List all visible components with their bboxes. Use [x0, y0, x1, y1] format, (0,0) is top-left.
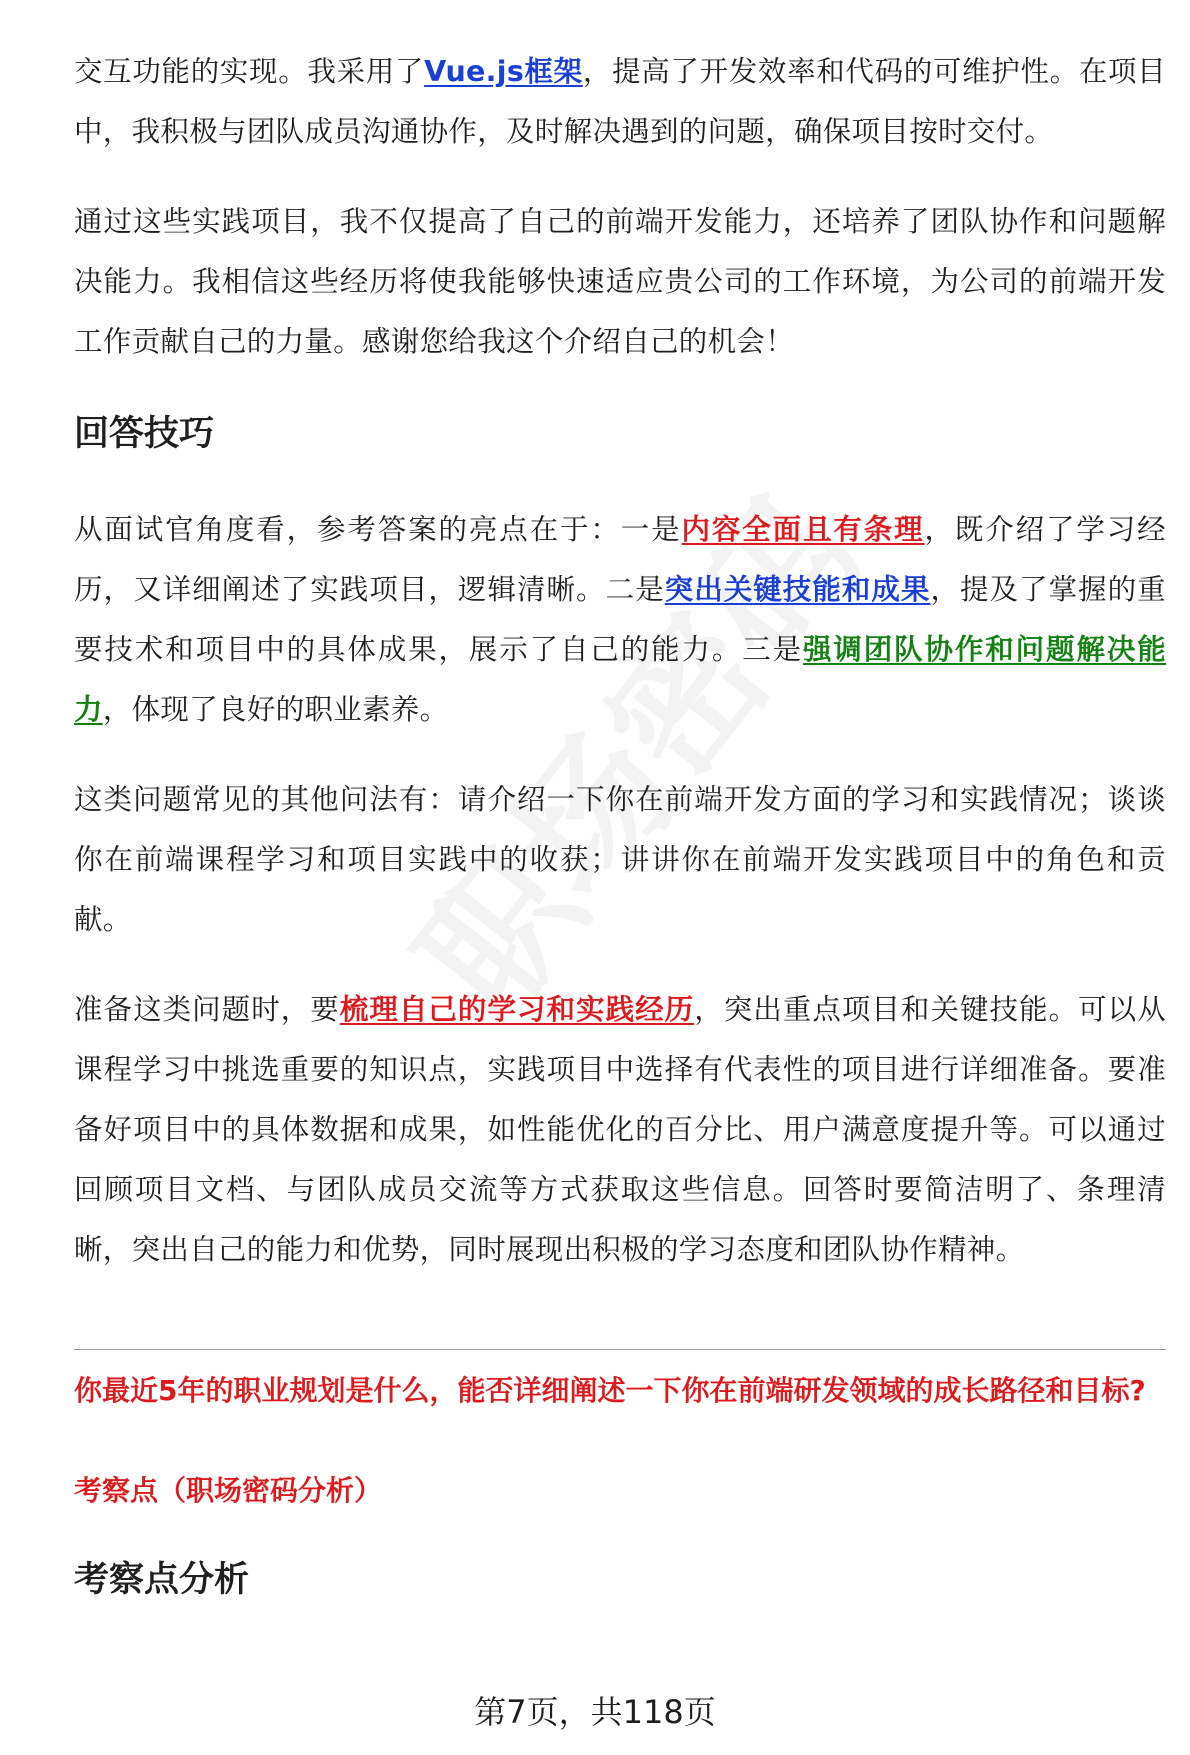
highlight-comprehensive: 内容全面且有条理	[681, 513, 925, 546]
paragraph-highlights	[74, 500, 1166, 740]
text: 准备这类问题时，要	[74, 993, 340, 1026]
text: ，突出重点项目和关键技能。可以从课程学习中挑选重要的知识点，实践项目中选择有代表性的项目进行详细准备。要准备好项目中的具体数据和成果，如性能优化的百分比、用户满意度提升等。可以通过回顾项目文档、与团队成员交流等方式获取这些信息。回答时要简洁明了、条理清晰，突出自己的能力和优势，同时展现出积极的学习态度和团队协作精神。	[74, 993, 1166, 1266]
text: 从面试官角度看，参考答案的亮点在于：一是	[74, 513, 682, 546]
text: ，提高了开发效率和代码的可维护性。在项目中，我积极与团队成员沟通协作，及时解决遇到的问题，确保项目按时交付。	[74, 55, 1166, 148]
section-heading-answer-tips: 回答技巧	[74, 414, 215, 454]
vuejs-link[interactable]: Vue.js框架	[424, 55, 583, 88]
text: ，提及了掌握的重要技术和项目中的具体成果，展示了自己的能力。三是	[74, 573, 1166, 666]
main-content	[74, 42, 1166, 1310]
text: ，既介绍了学习经历，又详细阐述了实践项目，逻辑清晰。二是	[74, 513, 1166, 606]
highlight-review-experience: 梳理自己的学习和实践经历	[339, 993, 695, 1026]
text: 交互功能的实现。我采用了	[74, 55, 425, 88]
paragraph-conclusion: 通过这些实践项目，我不仅提高了自己的前端开发能力，还培养了团队协作和问题解决能力。我相信这些经历将使我能够快速适应贵公司的工作环境，为公司的前端开发工作贡献自己的力量。感谢您给我这个介绍自己的机会！	[74, 205, 1166, 358]
text: ，体现了良好的职业素养。	[102, 693, 449, 726]
section-heading-assessment-analysis: 考察点分析	[74, 1560, 250, 1600]
page-number: 第7页，共118页	[474, 1693, 716, 1731]
highlight-teamwork: 强调团队协作和问题解决能力	[74, 633, 1166, 726]
section-divider	[74, 1349, 1166, 1350]
paragraph-preparation	[74, 980, 1166, 1280]
highlight-key-skills: 突出关键技能和成果	[664, 573, 931, 606]
paragraph-alternative-questions: 这类问题常见的其他问法有：请介绍一下你在前端开发方面的学习和实践情况；谈谈你在前端课程学习和项目实践中的收获；讲讲你在前端开发实践项目中的角色和贡献。	[74, 783, 1166, 936]
assessment-point-label: 考察点（职场密码分析）	[74, 1474, 383, 1507]
paragraph-project-summary	[74, 42, 1166, 162]
interview-question: 你最近5年的职业规划是什么，能否详细阐述一下你在前端研发领域的成长路径和目标?	[74, 1374, 1146, 1407]
